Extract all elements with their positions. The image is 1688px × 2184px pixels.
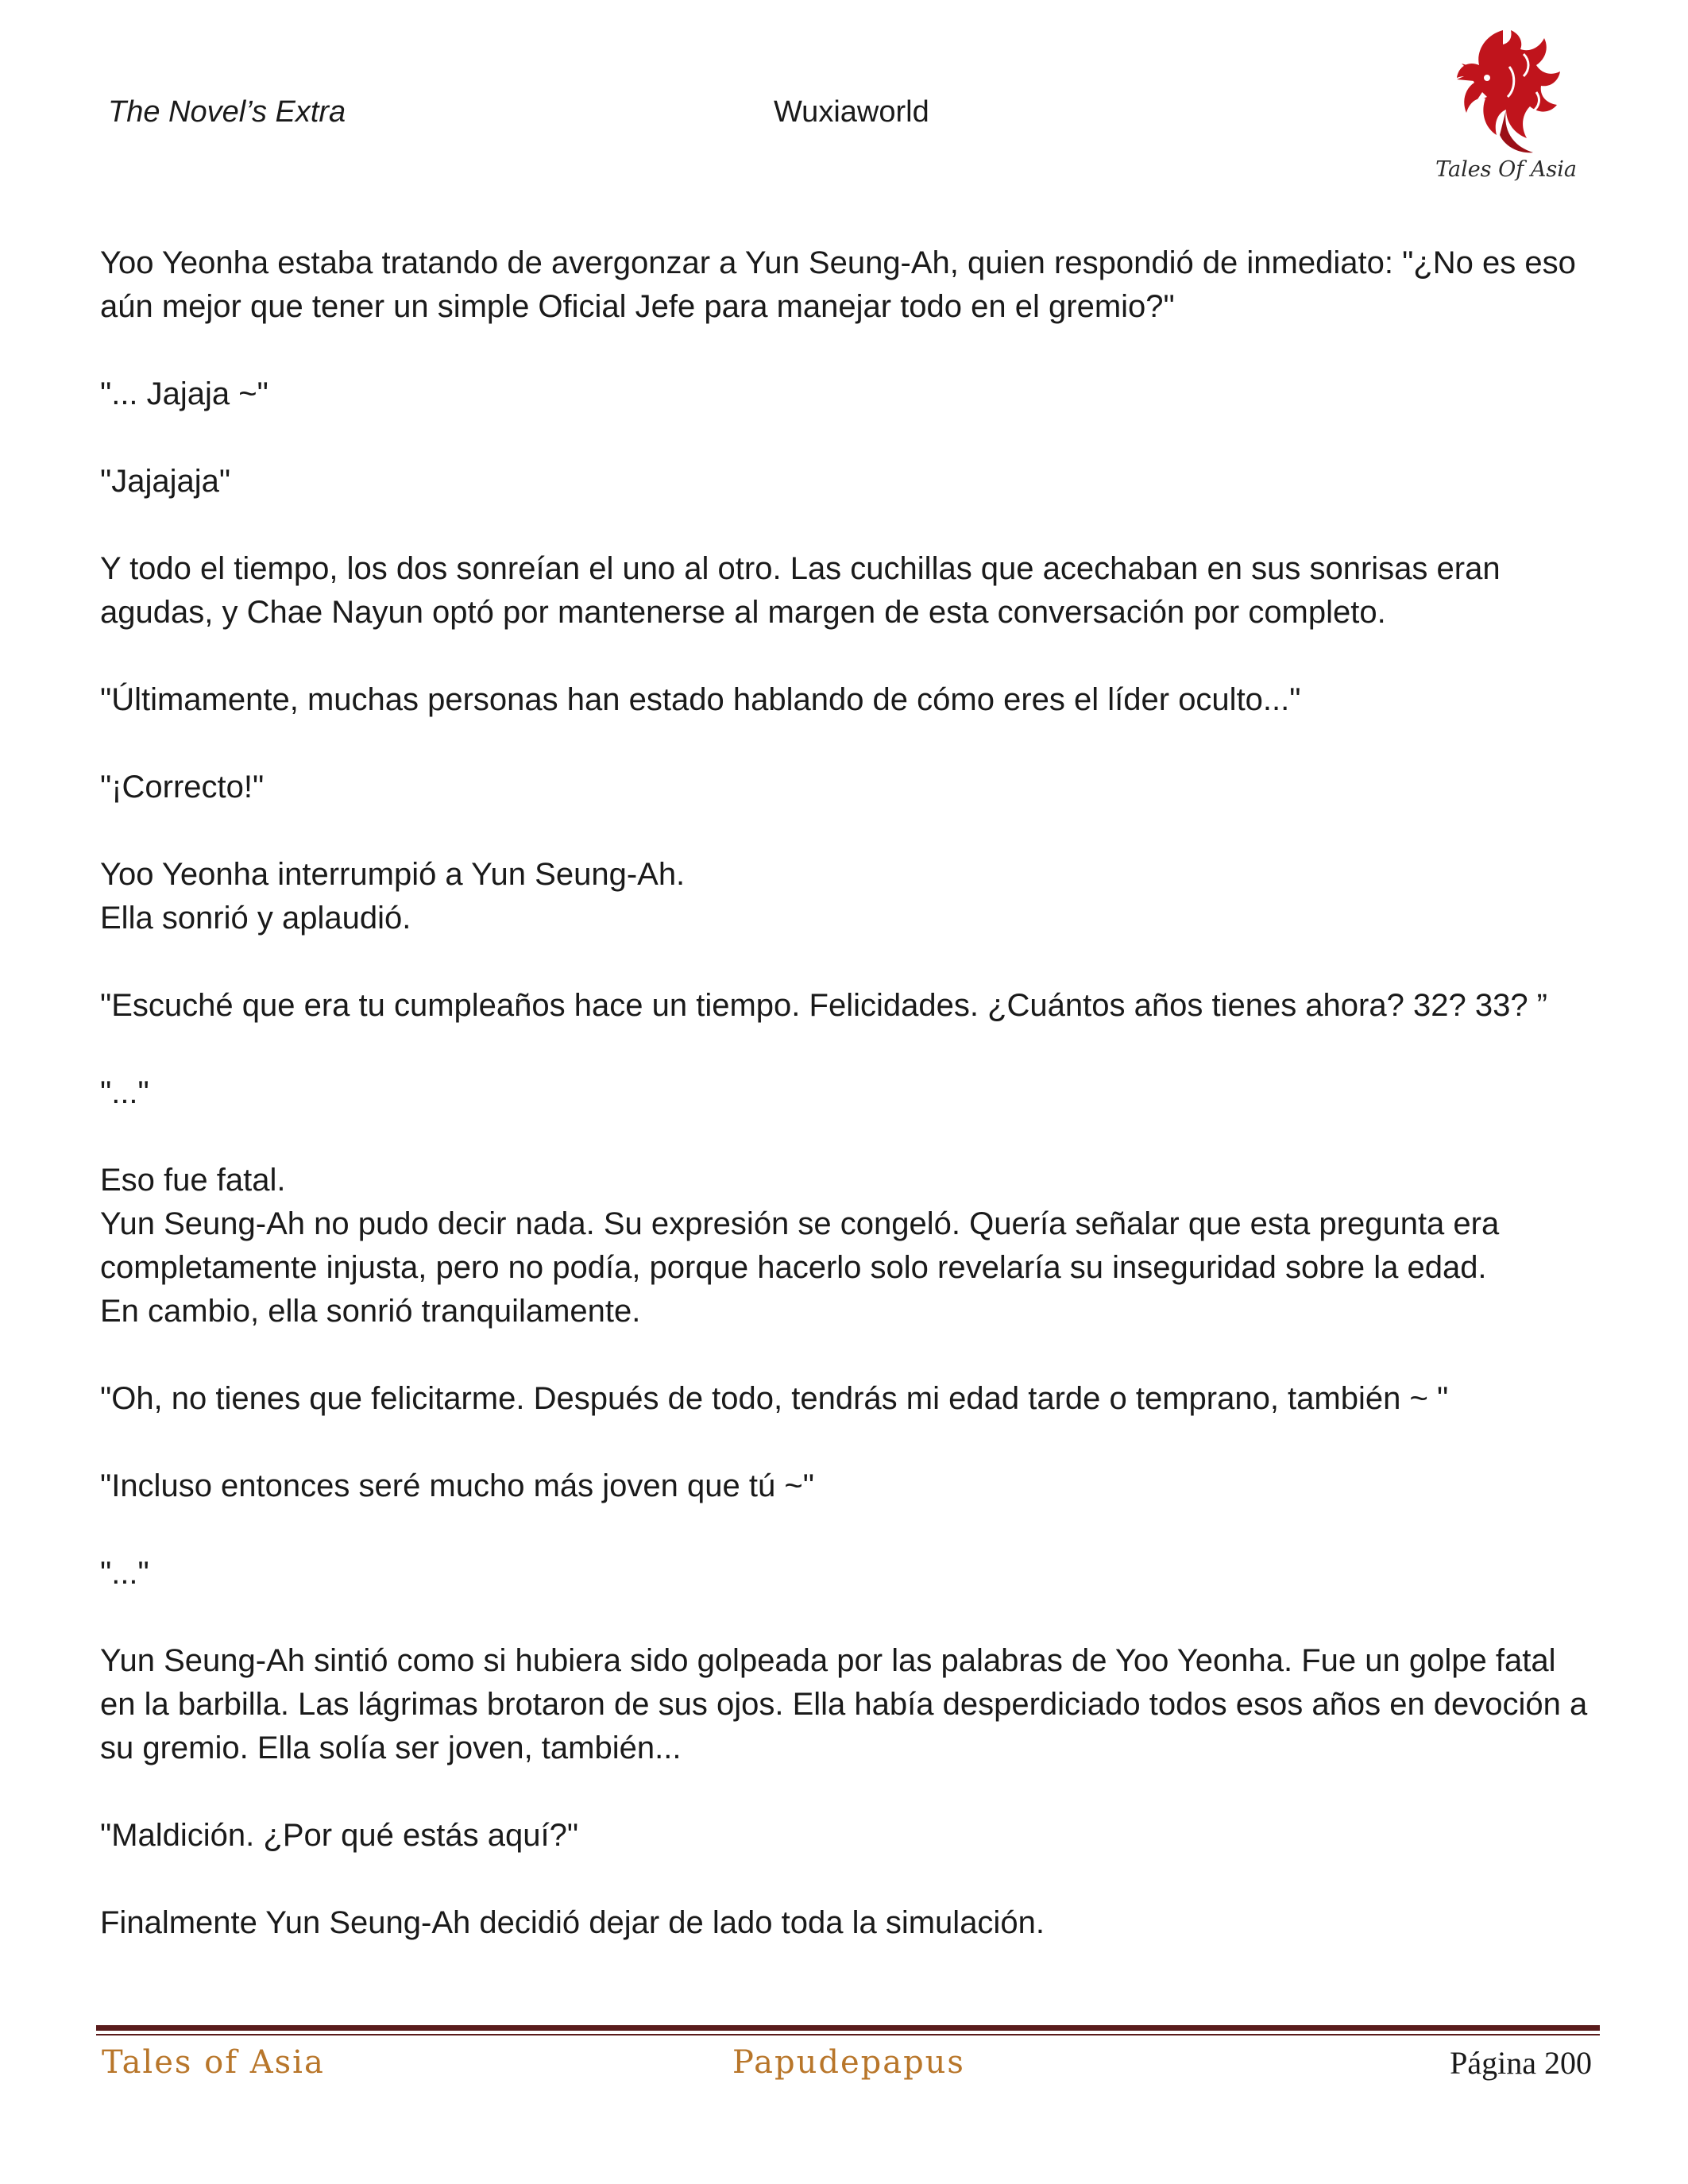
paragraph: Yun Seung-Ah sintió como si hubiera sido golpeada por las palabras de Yoo Yeonha. Fue un golpe fatal en la barbilla. Las lágrimas brotaron de sus ojos. Ella había desperdiciado todos esos años en devoción a su gremio. Ella solía ser joven, también... (100, 1643, 1588, 1765)
footer-center-text: Papudepapus (732, 2044, 965, 2081)
paragraph: "..." (100, 1556, 149, 1591)
footer-left-text: Tales of Asia (102, 2044, 325, 2081)
paragraph: "Incluso entonces seré mucho más joven que tú ~" (100, 1468, 814, 1503)
paragraph: "Oh, no tienes que felicitarme. Después de todo, tendrás mi edad tarde o temprano, también ~ " (100, 1381, 1449, 1416)
paragraph: Y todo el tiempo, los dos sonreían el uno al otro. Las cuchillas que acechaban en sus sonrisas eran agudas, y Chae Nayun optó por mantenerse al margen de esta conversación por completo. (100, 551, 1501, 630)
paragraph: Yoo Yeonha interrumpió a Yun Seung-Ah. (100, 857, 686, 892)
paragraph: "¡Correcto!" (100, 770, 265, 805)
paragraph: En cambio, ella sonrió tranquilamente. (100, 1294, 641, 1329)
body-text (100, 241, 1593, 1989)
paragraph: Ella sonrió y aplaudió. (100, 901, 411, 936)
paragraph: "Maldición. ¿Por qué estás aquí?" (100, 1818, 579, 1853)
page-number: Página 200 (1450, 2045, 1592, 2081)
paragraph: Yoo Yeonha estaba tratando de avergonzar a Yun Seung-Ah, quien respondió de inmediato: "¿No es eso aún mejor que tener un simple Oficial Jefe para manejar todo en el gremio?" (100, 245, 1576, 324)
footer-rule-thin (96, 2034, 1600, 2035)
paragraph: Eso fue fatal. (100, 1163, 286, 1198)
paragraph: "Jajajaja" (100, 464, 231, 499)
paragraph: "Últimamente, muchas personas han estado hablando de cómo eres el líder oculto..." (100, 682, 1301, 717)
paragraph: "... Jajaja ~" (100, 376, 268, 411)
paragraph: Finalmente Yun Seung-Ah decidió dejar de lado toda la simulación. (100, 1905, 1045, 1940)
paragraph: "..." (100, 1075, 149, 1110)
paragraph: "Escuché que era tu cumpleaños hace un tiempo. Felicidades. ¿Cuántos años tienes ahora? 32? 33? ” (100, 988, 1547, 1023)
header-site: Wuxiaworld (774, 95, 929, 129)
header-title: The Novel’s Extra (108, 95, 346, 129)
footer-rule (96, 2025, 1600, 2031)
paragraph: Yun Seung-Ah no pudo decir nada. Su expresión se congeló. Quería señalar que esta pregunta era completamente injusta, pero no podía, porque hacerlo solo revelaría su inseguridad sobre la edad. (100, 1206, 1500, 1285)
logo-text: Tales Of Asia (1435, 157, 1577, 182)
